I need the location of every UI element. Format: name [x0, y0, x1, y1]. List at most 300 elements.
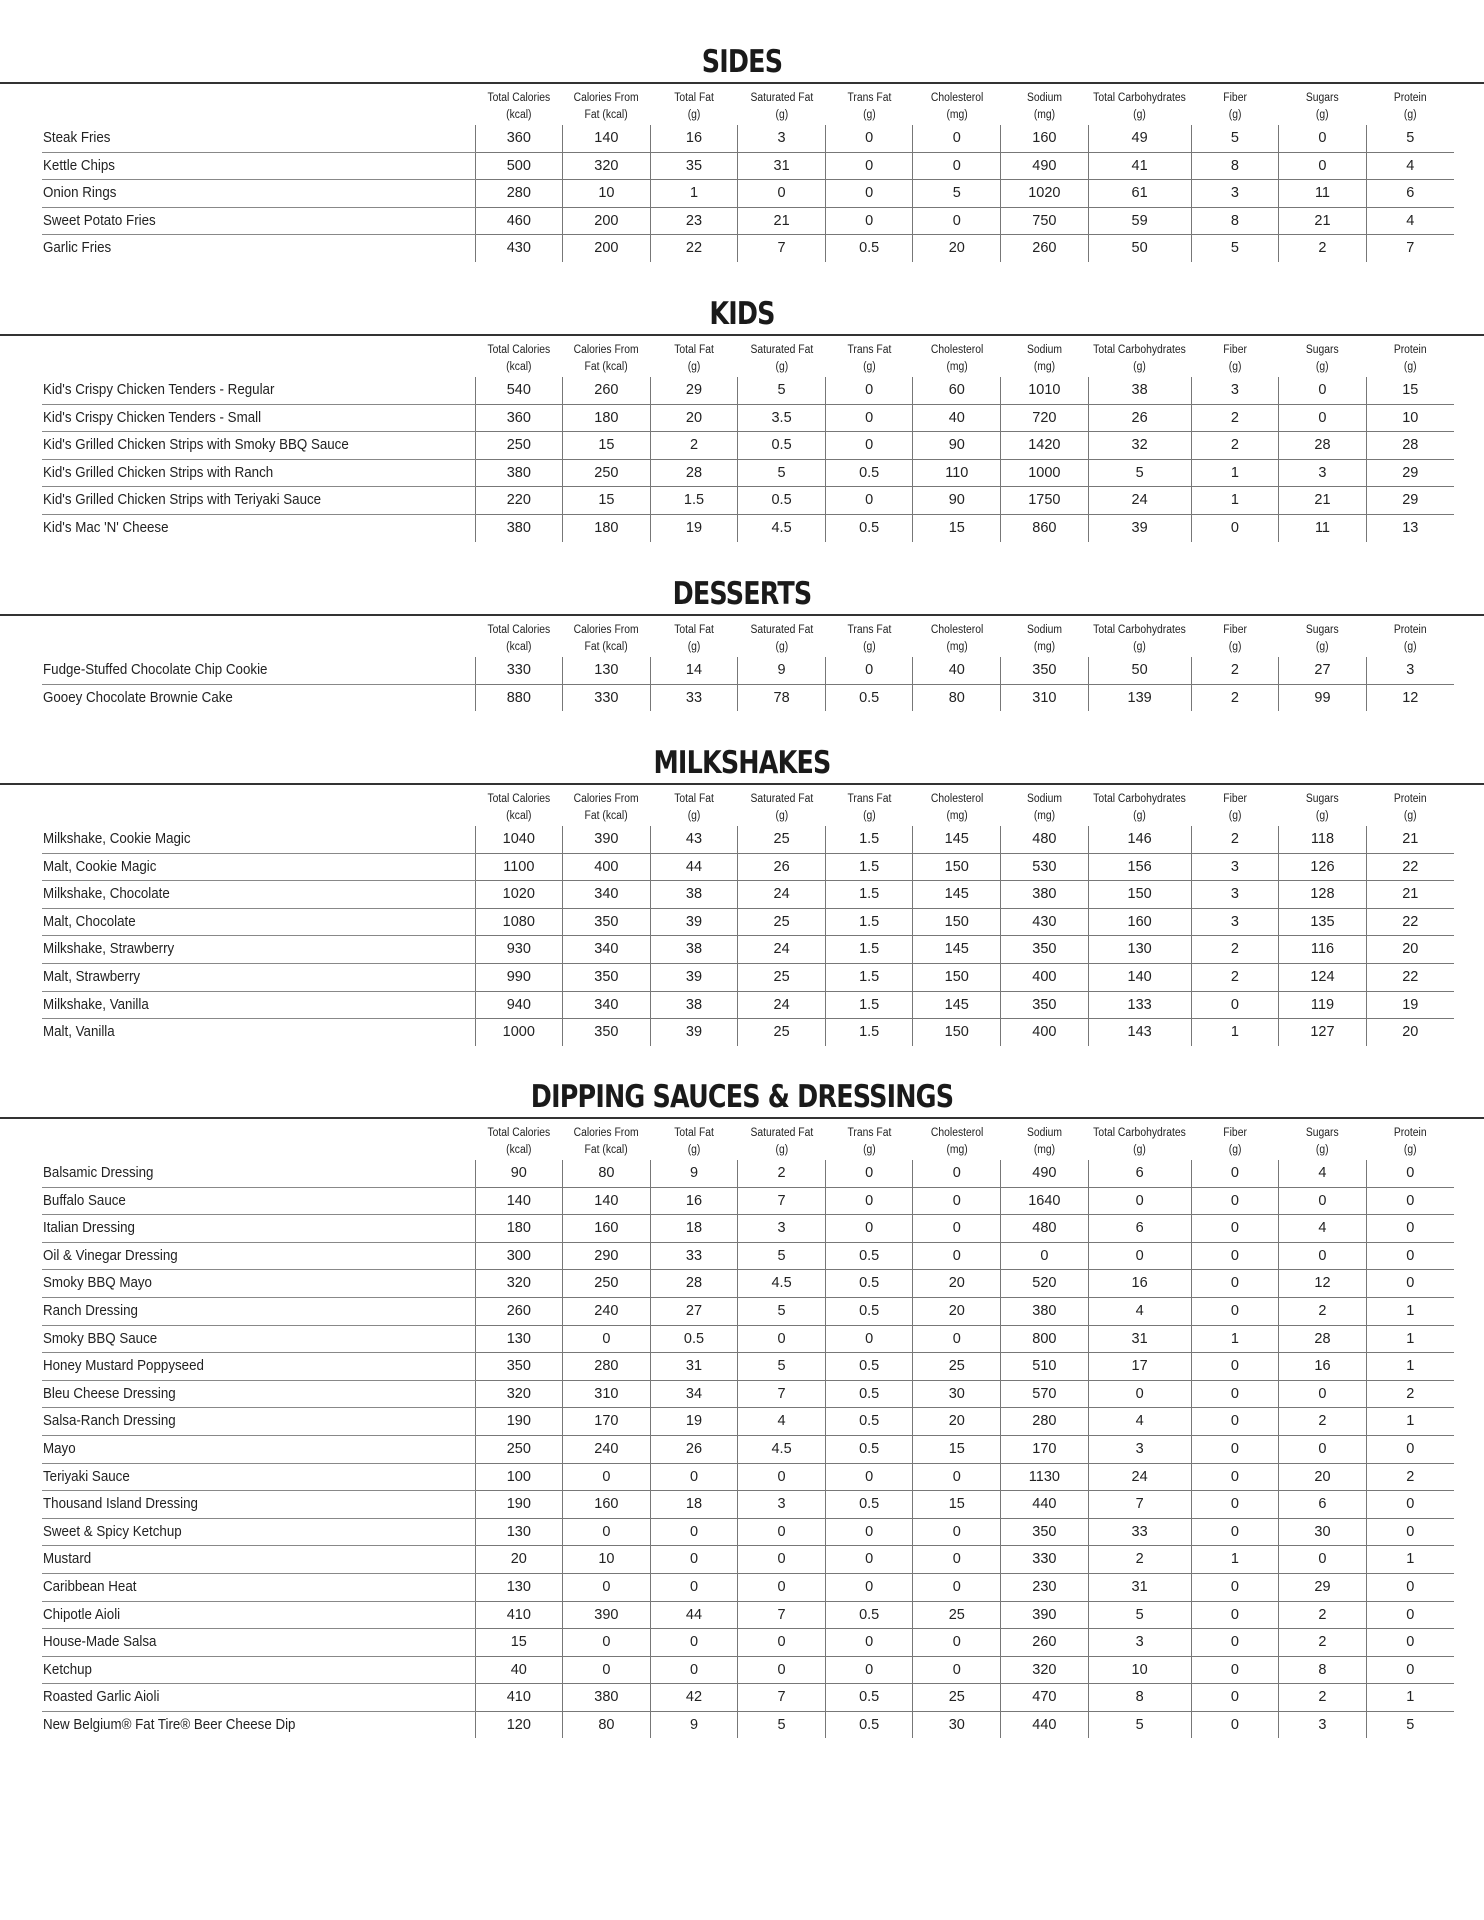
column-header-label: Calories From [573, 624, 639, 636]
item-name [42, 1380, 475, 1408]
nutrient-value: 23 [650, 207, 738, 235]
header-row [42, 341, 1454, 377]
nutrient-value: 59 [1088, 207, 1191, 235]
column-header-unit: (g) [687, 641, 701, 653]
nutrient-value: 0 [825, 377, 913, 404]
nutrient-value: 38 [650, 991, 738, 1019]
nutrient-value: 0.5 [825, 1297, 913, 1325]
nutrient-value: 0.5 [738, 487, 826, 515]
nutrient-value: 145 [913, 881, 1001, 909]
item-name [42, 377, 475, 404]
nutrient-value: 25 [738, 908, 826, 936]
column-header-unit: (g) [1228, 1144, 1242, 1156]
nutrient-value: 24 [1088, 1463, 1191, 1491]
nutrient-value: 31 [1088, 1573, 1191, 1601]
column-header [1366, 341, 1454, 377]
nutrient-value: 0 [825, 1573, 913, 1601]
nutrient-value: 0 [1191, 1408, 1279, 1436]
nutrient-value: 260 [1001, 235, 1089, 262]
nutrient-value: 5 [738, 1297, 826, 1325]
column-header-label: Fiber [1223, 344, 1247, 356]
column-header-label: Trans Fat [847, 92, 892, 104]
nutrient-value: 80 [563, 1711, 651, 1738]
nutrient-value: 0 [738, 1518, 826, 1546]
nutrient-value: 340 [563, 881, 651, 909]
column-header [1279, 1124, 1367, 1160]
nutrient-value: 150 [913, 908, 1001, 936]
item-name [42, 963, 475, 991]
nutrient-value: 15 [913, 514, 1001, 541]
item-name-text: Kid's Grilled Chicken Strips with Ranch [43, 464, 274, 481]
nutrient-value: 20 [1366, 1019, 1454, 1046]
nutrient-value: 5 [1191, 125, 1279, 152]
nutrient-value: 0 [825, 1463, 913, 1491]
column-header [475, 89, 563, 125]
nutrient-value: 340 [563, 991, 651, 1019]
nutrient-value: 22 [1366, 963, 1454, 991]
nutrient-value: 2 [1191, 963, 1279, 991]
table-row [42, 1684, 1454, 1712]
nutrient-value: 4 [738, 1408, 826, 1436]
nutrient-value: 250 [475, 1435, 563, 1463]
nutrient-value: 500 [475, 152, 563, 180]
nutrient-value: 470 [1001, 1684, 1089, 1712]
column-header-unit: (g) [862, 810, 876, 822]
nutrient-value: 25 [738, 963, 826, 991]
nutrient-value: 0.5 [825, 1491, 913, 1519]
column-header-label: Sodium [1026, 624, 1062, 636]
nutrient-value: 540 [475, 377, 563, 404]
column-header-label: Calories From [573, 793, 639, 805]
section-divider [0, 783, 1484, 785]
nutrient-value: 3 [1191, 908, 1279, 936]
item-name-text: Kid's Grilled Chicken Strips with Smoky BBQ Sauce [43, 437, 349, 454]
item-name-text: Caribbean Heat [43, 1578, 137, 1595]
item-name-text: Oil & Vinegar Dressing [43, 1247, 178, 1264]
column-header-unit: (g) [862, 641, 876, 653]
nutrient-value: 29 [1366, 487, 1454, 515]
item-name [42, 1270, 475, 1298]
nutrient-value: 31 [738, 152, 826, 180]
column-header [1001, 621, 1089, 657]
column-header-label: Saturated Fat [750, 624, 813, 636]
nutrient-value: 14 [650, 657, 738, 684]
nutrient-value: 2 [1191, 404, 1279, 432]
item-name [42, 1601, 475, 1629]
column-header-unit: (g) [687, 361, 701, 373]
table-row [42, 404, 1454, 432]
nutrient-value: 130 [475, 1325, 563, 1353]
nutrient-value: 260 [1001, 1629, 1089, 1657]
table-row [42, 1573, 1454, 1601]
column-header-unit: (mg) [946, 361, 968, 373]
nutrient-value: 49 [1088, 125, 1191, 152]
nutrient-value: 3 [1191, 853, 1279, 881]
column-header [475, 1124, 563, 1160]
nutrient-value: 230 [1001, 1573, 1089, 1601]
nutrient-value: 1.5 [650, 487, 738, 515]
nutrient-value: 15 [563, 487, 651, 515]
nutrient-value: 140 [475, 1187, 563, 1215]
table-row [42, 881, 1454, 909]
nutrient-value: 260 [475, 1297, 563, 1325]
nutrient-value: 28 [650, 459, 738, 487]
nutrient-value: 320 [475, 1270, 563, 1298]
column-header-unit: (g) [1316, 361, 1329, 373]
table-row [42, 1711, 1454, 1738]
nutrient-value: 430 [1001, 908, 1089, 936]
nutrient-value: 140 [1088, 963, 1191, 991]
item-name-text: House-Made Salsa [43, 1634, 157, 1651]
column-header-unit: (g) [1228, 810, 1242, 822]
nutrient-value: 0 [1191, 1684, 1279, 1712]
column-header-unit: (g) [1316, 810, 1329, 822]
nutrient-value: 25 [738, 1019, 826, 1046]
nutrient-value: 0 [1191, 514, 1279, 541]
nutrient-value: 240 [563, 1435, 651, 1463]
column-header-label: Protein [1393, 793, 1427, 805]
nutrient-value: 0 [1366, 1187, 1454, 1215]
section-title: MILKSHAKES [653, 745, 831, 781]
nutrient-value: 1 [1366, 1408, 1454, 1436]
nutrient-value: 16 [650, 125, 738, 152]
nutrient-value: 3 [738, 1215, 826, 1243]
section-title: KIDS [709, 296, 775, 332]
nutrient-value: 170 [563, 1408, 651, 1436]
section-title: DIPPING SAUCES & DRESSINGS [530, 1079, 954, 1115]
item-name-text: Milkshake, Chocolate [43, 886, 170, 903]
nutrient-value: 0 [913, 1242, 1001, 1270]
nutrient-value: 130 [475, 1518, 563, 1546]
item-name-text: Malt, Vanilla [43, 1024, 115, 1041]
nutrient-value: 25 [913, 1353, 1001, 1381]
nutrient-value: 21 [1366, 881, 1454, 909]
nutrient-value: 0 [1191, 1215, 1279, 1243]
nutrient-value: 21 [1279, 487, 1367, 515]
table-row [42, 1160, 1454, 1187]
nutrient-value: 15 [913, 1491, 1001, 1519]
nutrient-value: 2 [1191, 684, 1279, 711]
nutrient-value: 410 [475, 1684, 563, 1712]
nutrient-value: 18 [650, 1215, 738, 1243]
item-name [42, 1160, 475, 1187]
nutrient-value: 2 [1366, 1463, 1454, 1491]
column-header-label: Trans Fat [847, 1127, 892, 1139]
section-divider [0, 614, 1484, 616]
nutrient-value: 200 [563, 207, 651, 235]
column-header-label: Total Carbohydrates [1093, 1127, 1186, 1139]
nutrient-value: 8 [1088, 1684, 1191, 1712]
item-name [42, 404, 475, 432]
item-name [42, 684, 475, 711]
column-header-label: Sodium [1026, 1127, 1062, 1139]
column-header-label: Total Calories [487, 1127, 551, 1139]
nutrient-value: 38 [650, 936, 738, 964]
column-header-unit: (mg) [946, 1144, 968, 1156]
nutrient-value: 30 [1279, 1518, 1367, 1546]
nutrient-value: 1010 [1001, 377, 1089, 404]
column-header-label: Sugars [1306, 344, 1339, 356]
nutrient-value: 0 [1279, 1435, 1367, 1463]
column-header-label: Fiber [1223, 793, 1247, 805]
table-row [42, 1463, 1454, 1491]
nutrient-value: 1040 [475, 826, 563, 853]
nutrient-value: 940 [475, 991, 563, 1019]
nutrient-value: 145 [913, 991, 1001, 1019]
nutrient-value: 116 [1279, 936, 1367, 964]
item-name-text: Milkshake, Cookie Magic [43, 831, 191, 847]
column-header [825, 621, 913, 657]
item-name-text: Ranch Dressing [43, 1302, 138, 1319]
item-name-text: Malt, Cookie Magic [43, 858, 157, 875]
nutrient-value: 3 [1279, 459, 1367, 487]
nutrient-value: 22 [1366, 853, 1454, 881]
nutrient-value: 9 [738, 657, 826, 684]
nutrient-value: 7 [738, 1187, 826, 1215]
nutrient-value: 360 [475, 404, 563, 432]
nutrient-value: 50 [1088, 657, 1191, 684]
nutrient-value: 1 [650, 180, 738, 208]
nutrient-value: 7 [1088, 1491, 1191, 1519]
nutrient-value: 0 [1191, 1297, 1279, 1325]
section-divider [0, 334, 1484, 336]
item-name [42, 826, 475, 853]
nutrient-value: 390 [1001, 1601, 1089, 1629]
item-name-text: Steak Fries [43, 130, 111, 146]
nutrient-value: 400 [1001, 1019, 1089, 1046]
nutrient-value: 0 [825, 1160, 913, 1187]
nutrient-value: 570 [1001, 1380, 1089, 1408]
section-divider [0, 82, 1484, 84]
column-header-unit: (g) [1133, 641, 1146, 653]
nutrient-value: 3 [1191, 881, 1279, 909]
column-header-label: Total Carbohydrates [1093, 92, 1186, 104]
nutrient-value: 21 [1366, 826, 1454, 853]
nutrient-value: 0 [650, 1573, 738, 1601]
table-row [42, 1491, 1454, 1519]
nutrient-value: 50 [1088, 235, 1191, 262]
item-name-text: Milkshake, Strawberry [43, 941, 175, 958]
item-name [42, 1325, 475, 1353]
column-header [913, 1124, 1001, 1160]
item-name-text: Onion Rings [43, 185, 117, 202]
nutrient-value: 150 [913, 1019, 1001, 1046]
column-header-label: Calories From [573, 344, 639, 356]
item-name-text: Sweet & Spicy Ketchup [43, 1523, 182, 1540]
nutrient-value: 1420 [1001, 432, 1089, 460]
table-row [42, 657, 1454, 684]
nutrient-value: 1 [1366, 1684, 1454, 1712]
nutrient-value: 3 [1366, 657, 1454, 684]
nutrient-value: 145 [913, 826, 1001, 853]
column-header-unit: (g) [1133, 361, 1146, 373]
nutrient-value: 300 [475, 1242, 563, 1270]
nutrient-value: 20 [1366, 936, 1454, 964]
nutrient-value: 350 [563, 908, 651, 936]
nutrient-value: 28 [650, 1270, 738, 1298]
nutrient-value: 0 [825, 1325, 913, 1353]
nutrient-value: 1 [1191, 1546, 1279, 1574]
nutrient-value: 12 [1279, 1270, 1367, 1298]
nutrient-value: 22 [1366, 908, 1454, 936]
column-header-unit: (mg) [946, 109, 968, 121]
table-row [42, 459, 1454, 487]
nutrient-value: 5 [1366, 125, 1454, 152]
nutrient-value: 0 [1366, 1573, 1454, 1601]
nutrient-value: 320 [563, 152, 651, 180]
nutrition-table [42, 89, 1454, 262]
nutrient-value: 0 [913, 1463, 1001, 1491]
nutrient-value: 0 [1191, 1242, 1279, 1270]
nutrient-value: 80 [913, 684, 1001, 711]
column-header-label: Cholesterol [930, 92, 983, 104]
nutrient-value: 3 [738, 1491, 826, 1519]
table-row [42, 1380, 1454, 1408]
nutrient-value: 0 [1191, 1573, 1279, 1601]
column-header [738, 89, 826, 125]
section-title: SIDES [701, 44, 783, 80]
nutrient-value: 0.5 [825, 1601, 913, 1629]
item-name-text: Milkshake, Vanilla [43, 996, 149, 1013]
nutrient-value: 30 [913, 1711, 1001, 1738]
nutrition-table [42, 1124, 1454, 1738]
item-name-text: Mustard [43, 1551, 92, 1568]
item-name-text: Roasted Garlic Aioli [43, 1689, 160, 1706]
nutrient-value: 44 [650, 1601, 738, 1629]
nutrient-value: 0 [738, 1573, 826, 1601]
nutrient-value: 1 [1366, 1546, 1454, 1574]
column-header-label: Sugars [1306, 793, 1339, 805]
nutrient-value: 24 [1088, 487, 1191, 515]
item-name [42, 180, 475, 208]
column-header [1279, 341, 1367, 377]
section-divider [0, 1117, 1484, 1119]
nutrient-value: 0 [1279, 1187, 1367, 1215]
nutrient-value: 0 [825, 487, 913, 515]
column-header-unit: Fat (kcal) [584, 1144, 628, 1156]
item-name-text: Malt, Chocolate [43, 913, 136, 930]
nutrient-value: 330 [1001, 1546, 1089, 1574]
column-header-label: Total Carbohydrates [1093, 344, 1186, 356]
nutrient-value: 0 [1191, 1187, 1279, 1215]
column-header-unit: (g) [1228, 361, 1242, 373]
nutrient-value: 0.5 [825, 1408, 913, 1436]
nutrient-value: 0.5 [825, 1711, 913, 1738]
nutrient-value: 2 [1279, 235, 1367, 262]
item-name-text: Fudge-Stuffed Chocolate Chip Cookie [43, 662, 268, 678]
nutrient-value: 0 [825, 207, 913, 235]
nutrient-value: 0 [1366, 1270, 1454, 1298]
nutrient-value: 0 [913, 207, 1001, 235]
nutrient-value: 0 [1366, 1601, 1454, 1629]
item-name [42, 991, 475, 1019]
nutrient-value: 11 [1279, 514, 1367, 541]
item-column-header [42, 341, 475, 377]
column-header [1088, 89, 1191, 125]
nutrient-value: 130 [563, 657, 651, 684]
table-row [42, 1297, 1454, 1325]
nutrient-value: 0 [1279, 404, 1367, 432]
item-name [42, 1518, 475, 1546]
nutrient-value: 1 [1366, 1325, 1454, 1353]
nutrient-value: 0 [825, 1215, 913, 1243]
column-header [563, 621, 651, 657]
nutrient-value: 33 [1088, 1518, 1191, 1546]
nutrient-value: 3 [1191, 180, 1279, 208]
nutrient-value: 720 [1001, 404, 1089, 432]
nutrient-value: 12 [1366, 684, 1454, 711]
item-name [42, 459, 475, 487]
nutrient-value: 31 [650, 1353, 738, 1381]
nutrient-value: 25 [913, 1684, 1001, 1712]
column-header-label: Sodium [1026, 344, 1062, 356]
nutrient-value: 800 [1001, 1325, 1089, 1353]
nutrient-value: 350 [563, 1019, 651, 1046]
nutrient-value: 145 [913, 936, 1001, 964]
column-header-unit: (g) [687, 1144, 701, 1156]
nutrient-value: 0 [825, 125, 913, 152]
nutrient-value: 1750 [1001, 487, 1089, 515]
nutrient-value: 35 [650, 152, 738, 180]
nutrient-value: 2 [1279, 1684, 1367, 1712]
nutrient-value: 8 [1279, 1656, 1367, 1684]
column-header-unit: (g) [1316, 109, 1329, 121]
item-name-text: Balsamic Dressing [43, 1165, 154, 1181]
nutrient-value: 41 [1088, 152, 1191, 180]
column-header [913, 621, 1001, 657]
column-header-unit: (kcal) [506, 361, 532, 373]
nutrient-value: 0 [1191, 1380, 1279, 1408]
column-header-label: Trans Fat [847, 793, 892, 805]
nutrient-value: 350 [1001, 1518, 1089, 1546]
nutrient-value: 30 [913, 1380, 1001, 1408]
nutrient-value: 17 [1088, 1353, 1191, 1381]
column-header [1088, 621, 1191, 657]
nutrient-value: 3 [1191, 377, 1279, 404]
nutrient-value: 0 [913, 1656, 1001, 1684]
item-name-text: Mayo [43, 1440, 76, 1457]
nutrient-value: 930 [475, 936, 563, 964]
nutrient-value: 220 [475, 487, 563, 515]
nutrient-value: 2 [1088, 1546, 1191, 1574]
nutrient-value: 320 [1001, 1656, 1089, 1684]
nutrient-value: 0 [650, 1518, 738, 1546]
nutrient-value: 0 [1191, 1435, 1279, 1463]
column-header-unit: (g) [862, 361, 876, 373]
table-row [42, 936, 1454, 964]
nutrient-value: 0 [738, 180, 826, 208]
column-header-unit: (mg) [946, 641, 968, 653]
nutrient-value: 390 [563, 826, 651, 853]
nutrient-value: 860 [1001, 514, 1089, 541]
table-row [42, 1353, 1454, 1381]
column-header-unit: (g) [687, 109, 701, 121]
nutrient-value: 28 [1279, 432, 1367, 460]
nutrient-value: 380 [563, 1684, 651, 1712]
column-header-label: Saturated Fat [750, 92, 813, 104]
column-header-label: Total Fat [674, 1127, 714, 1139]
column-header-unit: (g) [862, 109, 876, 121]
nutrient-value: 126 [1279, 853, 1367, 881]
item-column-header [42, 621, 475, 657]
nutrient-value: 4 [1088, 1408, 1191, 1436]
nutrient-value: 3 [738, 125, 826, 152]
nutrient-value: 0 [1191, 1518, 1279, 1546]
nutrient-value: 0.5 [825, 459, 913, 487]
table-row [42, 1215, 1454, 1243]
nutrient-value: 0 [563, 1656, 651, 1684]
column-header-label: Trans Fat [847, 624, 892, 636]
